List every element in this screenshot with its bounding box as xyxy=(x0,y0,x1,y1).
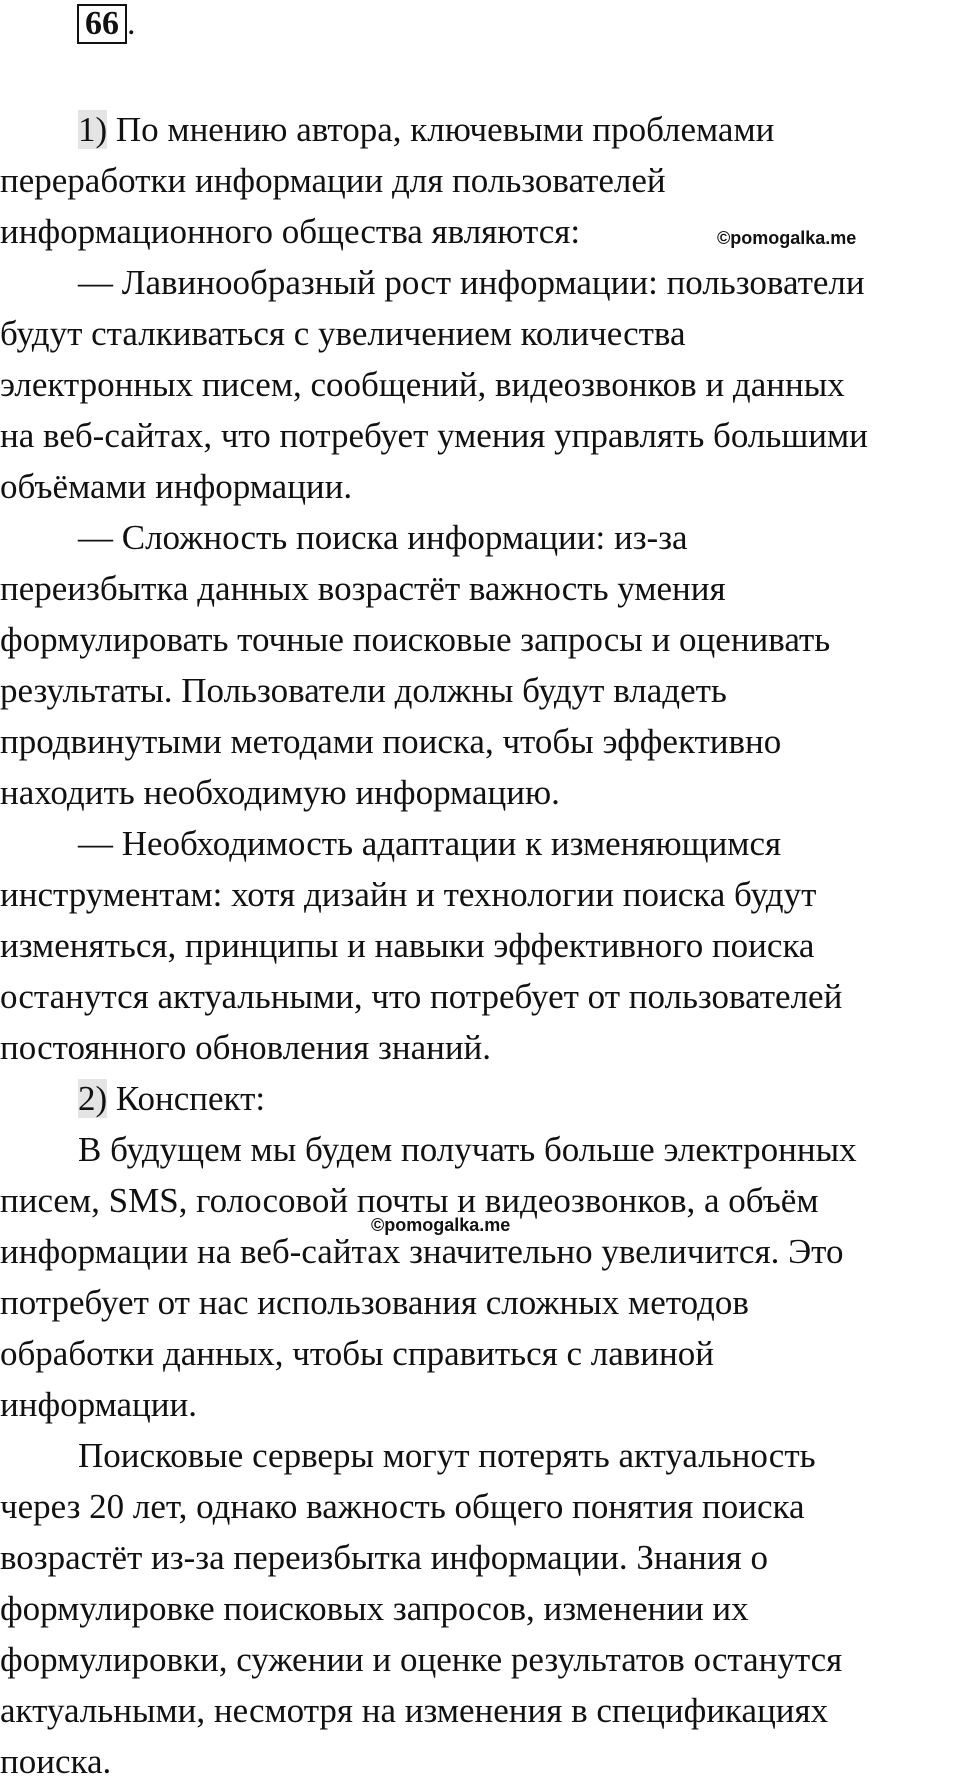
section2-heading-text: Конспект: xyxy=(107,1079,266,1118)
text-line: переизбытка данных возрастёт важность умения xyxy=(0,569,726,608)
section2-heading xyxy=(0,1073,960,1124)
text-line: — Необходимость адаптации к изменяющимся xyxy=(78,824,782,863)
section2-marker: 2) xyxy=(78,1079,108,1118)
task-number-suffix: . xyxy=(127,5,136,42)
text-line: результаты. Пользователи должны будут владеть xyxy=(0,671,727,710)
text-line: через 20 лет, однако важность общего понятия поиска xyxy=(0,1487,805,1526)
text-line: находить необходимую информацию. xyxy=(0,773,560,812)
text-line: изменяться, принципы и навыки эффективного поиска xyxy=(0,926,815,965)
text-line: информации. xyxy=(0,1385,197,1424)
task-number-value: 66 xyxy=(85,5,119,42)
text-line: электронных писем, сообщений, видеозвонков и данных xyxy=(0,365,845,404)
text-line: продвинутыми методами поиска, чтобы эффективно xyxy=(0,722,782,761)
text-line: формулировке поисковых запросов, изменении их xyxy=(0,1589,749,1628)
text-line: останутся актуальными, что потребует от пользователей xyxy=(0,977,843,1016)
text-line: объёмами информации. xyxy=(0,467,353,506)
section2-paragraph-2 xyxy=(0,1430,960,1787)
text-line: будут сталкиваться с увеличением количества xyxy=(0,314,686,353)
answer-text xyxy=(0,104,960,1787)
text-line: формулировать точные поисковые запросы и оценивать xyxy=(0,620,831,659)
text-line: обработки данных, чтобы справиться с лавиной xyxy=(0,1334,714,1373)
text-line: формулировки, сужении и оценке результатов останутся xyxy=(0,1640,843,1679)
text-line: на веб-сайтах, что потребует умения управлять большими xyxy=(0,416,868,455)
text-line: инструментам: хотя дизайн и технологии поиска будут xyxy=(0,875,817,914)
section2-paragraph-1 xyxy=(0,1124,960,1430)
text-line: — Лавинообразный рост информации: пользователи xyxy=(78,263,865,302)
text-line: информационного общества являются: xyxy=(0,212,581,251)
text-line: переработки информации для пользователей xyxy=(0,161,666,200)
text-line: поиска. xyxy=(0,1742,112,1781)
text-line: Поисковые серверы могут потерять актуальность xyxy=(78,1436,816,1475)
watermark: ©pomogalka.me xyxy=(371,1215,511,1235)
text-line: потребует от нас использования сложных методов xyxy=(0,1283,749,1322)
text-line: актуальными, несмотря на изменения в спецификациях xyxy=(0,1691,829,1730)
section1-marker: 1) xyxy=(78,110,108,149)
text-line xyxy=(0,1073,960,1124)
text-line xyxy=(0,104,960,155)
text-line: постоянного обновления знаний. xyxy=(0,1028,492,1067)
text-line-content: По мнению автора, ключевыми проблемами xyxy=(107,110,775,149)
task-number-box xyxy=(77,4,127,44)
task-number xyxy=(77,4,136,44)
text-line: — Сложность поиска информации: из-за xyxy=(78,518,688,557)
text-line: информации на веб-сайтах значительно увеличится. Это xyxy=(0,1232,844,1271)
section1-item-3 xyxy=(0,818,960,1073)
text-line: возрастёт из-за переизбытка информации. Знания о xyxy=(0,1538,768,1577)
text-line: В будущем мы будем получать больше электронных xyxy=(78,1130,857,1169)
watermark: ©pomogalka.me xyxy=(717,228,857,248)
section1-item-2 xyxy=(0,512,960,818)
text-line: писем, SMS, голосовой почты и видеозвонков, а объём xyxy=(0,1181,819,1220)
section1-item-1 xyxy=(0,257,960,512)
